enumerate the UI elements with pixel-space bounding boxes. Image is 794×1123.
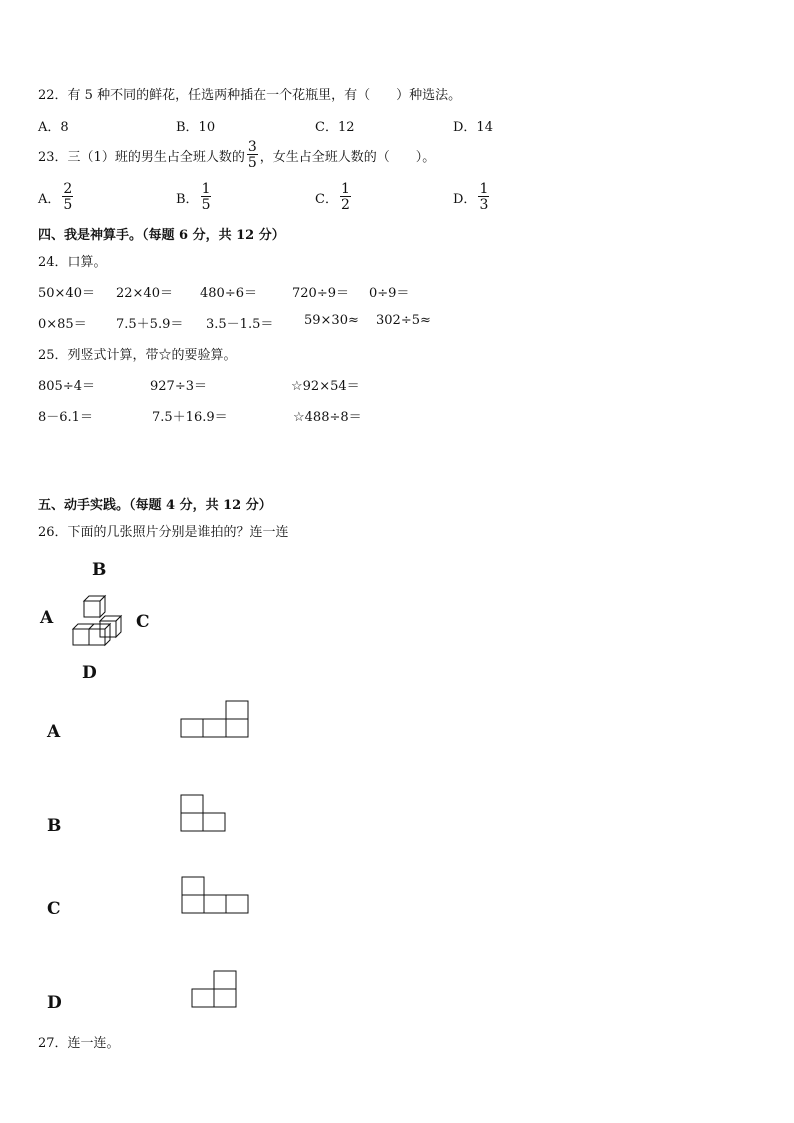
q23-option-label: A． — [38, 191, 61, 207]
q23-option-fraction — [201, 182, 212, 212]
q23-stem-fraction — [247, 140, 258, 170]
vertical-calc-item: ☆92×54＝ — [291, 379, 360, 394]
view-label-b: B — [92, 560, 107, 580]
photo-b-shape — [180, 794, 228, 832]
photo-d-shape — [191, 970, 239, 1008]
q23-stem-fraction-num: 3 — [247, 139, 257, 155]
photo-label-a: A — [47, 722, 61, 742]
calc-item: 50×40＝ — [38, 286, 95, 301]
q22-option-c: C．12 — [315, 120, 355, 135]
q23-option-label: C． — [315, 191, 338, 207]
fraction-den: 5 — [201, 197, 211, 213]
calc-item: 302÷5≈ — [376, 313, 431, 328]
section4-heading: 四、我是神算手。（每题 6 分，共 12 分） — [38, 228, 285, 243]
q23-option-fraction — [478, 182, 489, 212]
q22-stem: 22．有 5 种不同的鲜花，任选两种插在一个花瓶里，有（ ）种选法。 — [38, 88, 462, 103]
calc-item: 22×40＝ — [116, 286, 173, 301]
photo-c-shape — [181, 876, 251, 914]
q23-stem — [38, 140, 435, 170]
q23-option-b — [176, 182, 213, 212]
calc-item: 480÷6＝ — [200, 286, 257, 301]
q23-option-a — [38, 182, 75, 212]
q23-option-label: D． — [453, 191, 477, 207]
fraction-den: 5 — [63, 197, 73, 213]
photo-label-b: B — [47, 816, 62, 836]
calc-item: 3.5－1.5＝ — [206, 317, 274, 332]
q23-option-fraction — [62, 182, 73, 212]
vertical-calc-item: 805÷4＝ — [38, 379, 95, 394]
fraction-num: 2 — [63, 181, 73, 197]
q27-title: 27．连一连。 — [38, 1036, 120, 1051]
calc-item: 59×30≈ — [304, 313, 359, 328]
q23-option-d — [453, 182, 491, 212]
fraction-den: 2 — [340, 197, 350, 213]
fraction-num: 1 — [340, 181, 350, 197]
photo-label-c: C — [47, 899, 61, 919]
view-label-a: A — [40, 608, 54, 628]
vertical-calc-item: 927÷3＝ — [150, 379, 207, 394]
q23-option-fraction — [340, 182, 351, 212]
cube-stack-figure — [70, 592, 122, 650]
q26-title: 26．下面的几张照片分别是谁拍的？连一连 — [38, 525, 289, 540]
q25-title: 25．列竖式计算，带☆的要验算。 — [38, 348, 237, 363]
q24-title: 24．口算。 — [38, 255, 107, 270]
calc-item: 720÷9＝ — [292, 286, 349, 301]
vertical-calc-item: 8－6.1＝ — [38, 410, 93, 425]
q23-option-label: B． — [176, 191, 199, 207]
q23-stem-after: ，女生占全班人数的（ ）。 — [259, 149, 436, 165]
calc-item: 0÷9＝ — [369, 286, 410, 301]
photo-a-shape — [180, 700, 250, 738]
q22-option-d: D．14 — [453, 120, 493, 135]
view-label-c: C — [136, 612, 150, 632]
photo-label-d: D — [47, 993, 62, 1013]
q23-stem-fraction-den: 5 — [247, 155, 257, 171]
q23-stem-before: 23．三（1）班的男生占全班人数的 — [38, 149, 245, 165]
fraction-den: 3 — [479, 197, 489, 213]
fraction-num: 1 — [479, 181, 489, 197]
fraction-num: 1 — [201, 181, 211, 197]
q23-option-c — [315, 182, 353, 212]
q22-option-b: B．10 — [176, 120, 216, 135]
calc-item: 0×85＝ — [38, 317, 87, 332]
vertical-calc-item: 7.5＋16.9＝ — [152, 410, 228, 425]
calc-item: 7.5＋5.9＝ — [116, 317, 184, 332]
q22-option-a: A．8 — [38, 120, 69, 135]
section5-heading: 五、动手实践。（每题 4 分，共 12 分） — [38, 498, 272, 513]
view-label-d: D — [82, 663, 97, 683]
vertical-calc-item: ☆488÷8＝ — [293, 410, 362, 425]
